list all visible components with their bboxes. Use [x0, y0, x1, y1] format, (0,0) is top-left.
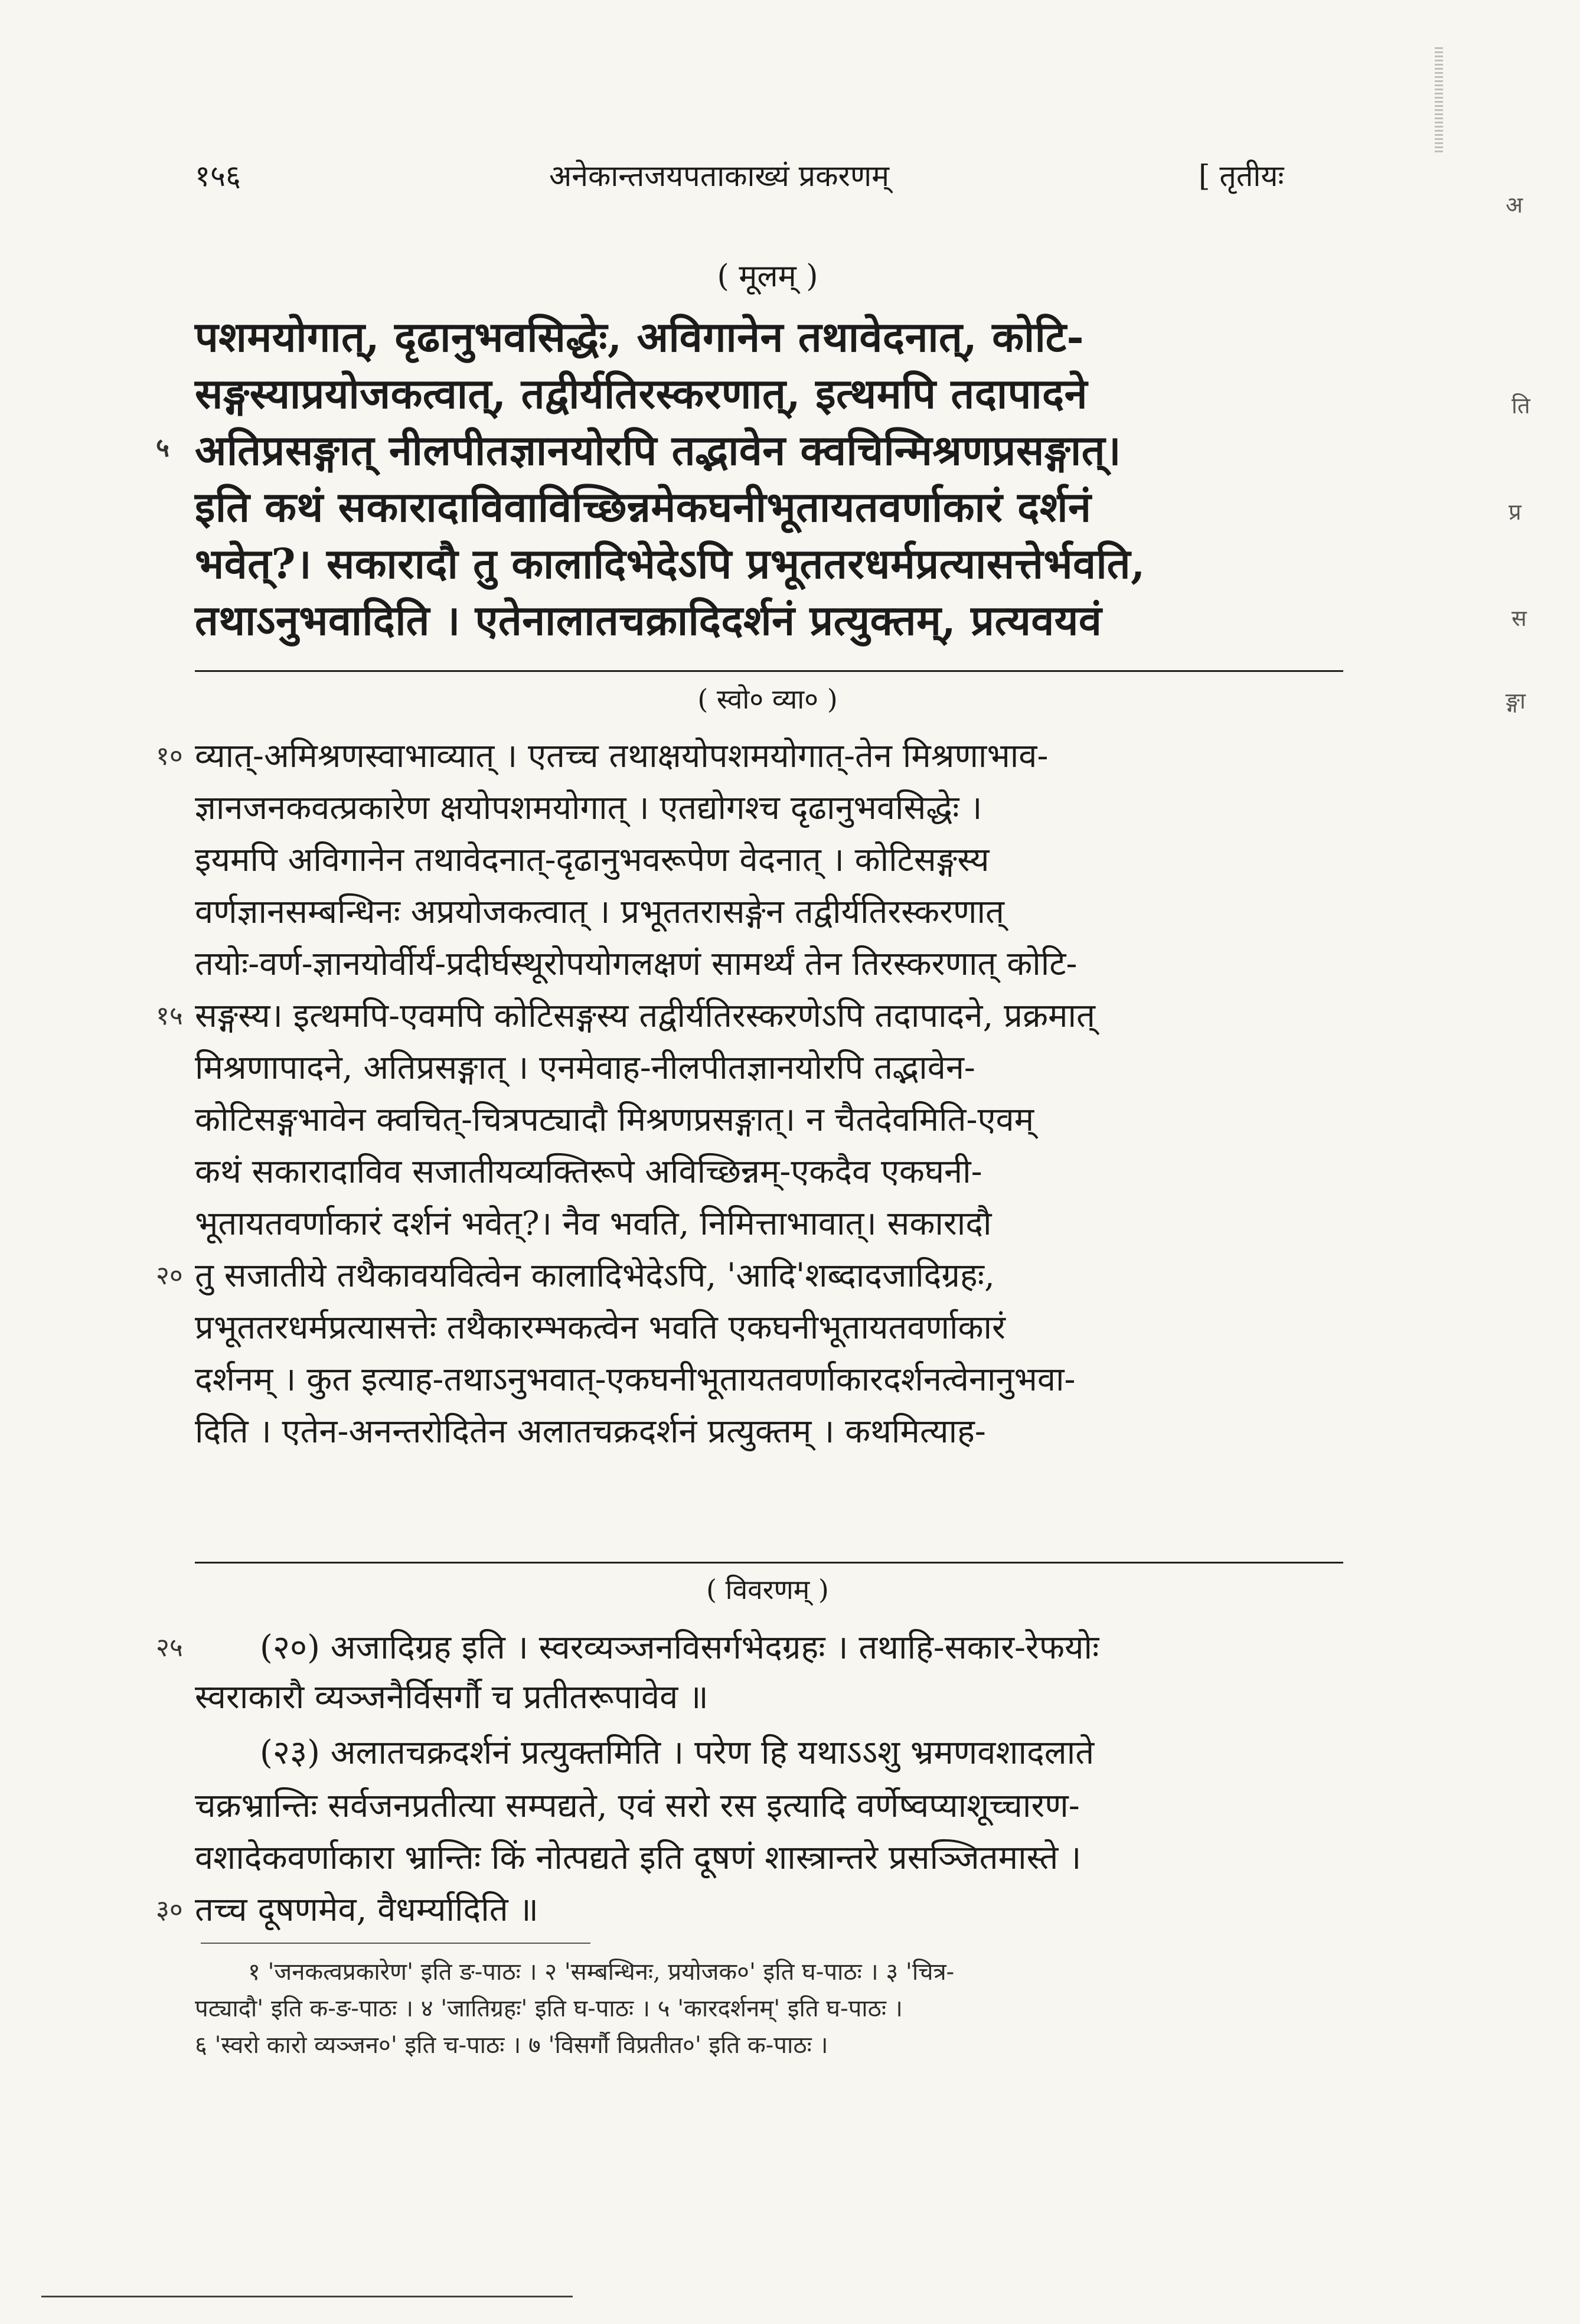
- line-number: १५: [156, 1001, 183, 1031]
- vyakhya-line: इयमपि अविगानेन तथावेदनात्-दृढानुभवरूपेण वेदनात् । कोटिसङ्गस्य: [195, 841, 990, 879]
- vyakhya-line: ज्ञानजनकवत्प्रकारेण क्षयोपशमयोगात् । एतद्योगश्च दृढानुभवसिद्धेः ।: [195, 789, 982, 827]
- vyakhya-line: दिति । एतेन-अनन्तरोदितेन अलातचक्रदर्शनं प्रत्युक्तम् । कथमित्याह-: [195, 1412, 986, 1451]
- mool-line: इति कथं सकारादाविवाविच्छिन्नमेकघनीभूतायतवर्णाकारं दर्शनं: [195, 482, 1092, 531]
- margin-bleed: [1441, 47, 1529, 1819]
- section-label: [ तृतीयः: [1199, 159, 1284, 193]
- section-divider: [195, 670, 1343, 672]
- footnote-line: ६ 'स्वरो कारो व्यञ्जन०' इति च-पाठः । ७ 'विसर्गौ विप्रतीत०' इति क-पाठः ।: [195, 2032, 828, 2059]
- vivarana-line: वशादेकवर्णाकारा भ्रान्तिः किं नोत्पद्यते इति दूषणं शास्त्रान्तरे प्रसञ्जितमास्ते ।: [195, 1839, 1082, 1877]
- line-number: ५: [156, 433, 170, 463]
- mool-line: सङ्गस्याप्रयोजकत्वात्, तद्वीर्यतिरस्करणात्, इत्थमपि तदापादने: [195, 369, 1088, 418]
- line-number: २५: [156, 1633, 183, 1663]
- vyakhya-line: १५ सङ्गस्य। इत्थमपि-एवमपि कोटिसङ्गस्य तद्वीर्यतिरस्करणेऽपि तदापादने, प्रक्रमात्: [156, 997, 1095, 1035]
- vyakhya-line: तयोः-वर्ण-ज्ञानयोर्वीर्यं-प्रदीर्घस्थूरोपयोगलक्षणं सामर्थ्यं तेन तिरस्करणात् कोटि-: [195, 945, 1078, 983]
- line-number: ३०: [156, 1895, 183, 1925]
- mool-line: भवेत्?। सकारादौ तु कालादिभेदेऽपि प्रभूततरधर्मप्रत्यासत्तेर्भवति,: [195, 539, 1145, 588]
- vivarana-line: ३० तच्च दूषणमेव, वैधर्म्यादिति ॥: [156, 1891, 538, 1929]
- page-header: [195, 155, 1358, 208]
- margin-mark: प्र: [1509, 499, 1522, 525]
- vyakhya-line: कथं सकारादाविव सजातीयव्यक्तिरूपे अविच्छिन्नम्-एकदैव एकघनी-: [195, 1153, 982, 1191]
- footnote-divider: [201, 1943, 590, 1944]
- vivarana-heading: ( विवरणम् ): [706, 1574, 829, 1605]
- vivarana-line: स्वराकारौ व्यञ्जनैर्विसर्गौ च प्रतीतरूपावेव ॥: [195, 1678, 709, 1716]
- vivarana-line: २५ (२०) अजादिग्रह इति । स्वरव्यञ्जनविसर्गभेदग्रहः । तथाहि-सकार-रेफयोः: [156, 1628, 1099, 1667]
- mool-line: तथाऽनुभवादिति । एतेनालातचक्रादिदर्शनं प्रत्युक्तम्, प्रत्यवयवं: [195, 596, 1102, 645]
- mool-heading: ( मूलम् ): [717, 259, 818, 294]
- footnote-line: १ 'जनकत्वप्रकारेण' इति ङ-पाठः । २ 'सम्बन्धिनः, प्रयोजक०' इति घ-पाठः । ३ 'चित्र-: [248, 1959, 955, 1986]
- footnote-line: पट्यादौ' इति क-ङ-पाठः । ४ 'जातिग्रहः' इति घ-पाठः । ५ 'कारदर्शनम्' इति घ-पाठः ।: [195, 1995, 903, 2022]
- vivarana-line: चक्रभ्रान्तिः सर्वजनप्रतीत्या सम्पद्यते, एवं सरो रस इत्यादि वर्णेष्वप्याशूच्चारण-: [195, 1787, 1080, 1825]
- margin-mark: ति: [1512, 393, 1530, 419]
- vyakhya-line: भूतायतवर्णाकारं दर्शनं भवेत्?। नैव भवति, निमित्ताभावात्। सकारादौ: [195, 1205, 992, 1243]
- vyakhya-line: वर्णज्ञानसम्बन्धिनः अप्रयोजकत्वात् । प्रभूततरासङ्गेन तद्वीर्यतिरस्करणात्: [195, 893, 1004, 931]
- mool-line: ५ अतिप्रसङ्गात् नीलपीतज्ञानयोरपि तद्भावेन क्वचिन्मिश्रणप्रसङ्गात्।: [156, 426, 1122, 475]
- vivarana-line: (२३) अलातचक्रदर्शनं प्रत्युक्तमिति । परेण हि यथाऽऽशु भ्रमणवशादलाते: [260, 1734, 1095, 1772]
- vyakhya-line: कोटिसङ्गभावेन क्वचित्-चित्रपट्यादौ मिश्रणप्रसङ्गात्। न चैतदेवमिति-एवम्: [195, 1101, 1034, 1139]
- vyakhya-heading: ( स्वो० व्या० ): [697, 683, 838, 715]
- vyakhya-line: दर्शनम् । कुत इत्याह-तथाऽनुभवात्-एकघनीभूतायतवर्णाकारदर्शनत्वेनानुभवा-: [195, 1360, 1076, 1399]
- margin-mark: अ: [1506, 192, 1523, 218]
- mool-line: पशमयोगात्, दृढानुभवसिद्धेः, अविगानेन तथावेदनात्, कोटि-: [195, 312, 1085, 361]
- vyakhya-line: मिश्रणापादने, अतिप्रसङ्गात् । एनमेवाह-नीलपीतज्ञानयोरपि तद्भावेन-: [195, 1049, 975, 1087]
- vyakhya-line: १० व्यात्-अमिश्रणस्वाभाव्यात् । एतच्च तथाक्षयोपशमयोगात्-तेन मिश्रणाभाव-: [156, 737, 1049, 775]
- vyakhya-line: प्रभूततरधर्मप्रत्यासत्तेः तथैकारम्भकत्वेन भवति एकघनीभूतायतवर्णाकारं: [195, 1308, 1006, 1347]
- line-number: २०: [156, 1261, 183, 1291]
- margin-mark: स: [1512, 605, 1527, 631]
- section-divider: [195, 1562, 1343, 1564]
- running-title: अनेकान्तजयपताकाख्यं प्रकरणम्: [549, 159, 889, 193]
- vyakhya-line: २० तु सजातीये तथैकावयवित्वेन कालादिभेदेऽपि, 'आदि'शब्दादजादिग्रहः,: [156, 1256, 995, 1295]
- margin-mark: ङ्गा: [1506, 688, 1526, 714]
- line-number: १०: [156, 741, 183, 771]
- page-number: १५६: [195, 159, 241, 193]
- page-bottom-rule: [41, 2296, 573, 2297]
